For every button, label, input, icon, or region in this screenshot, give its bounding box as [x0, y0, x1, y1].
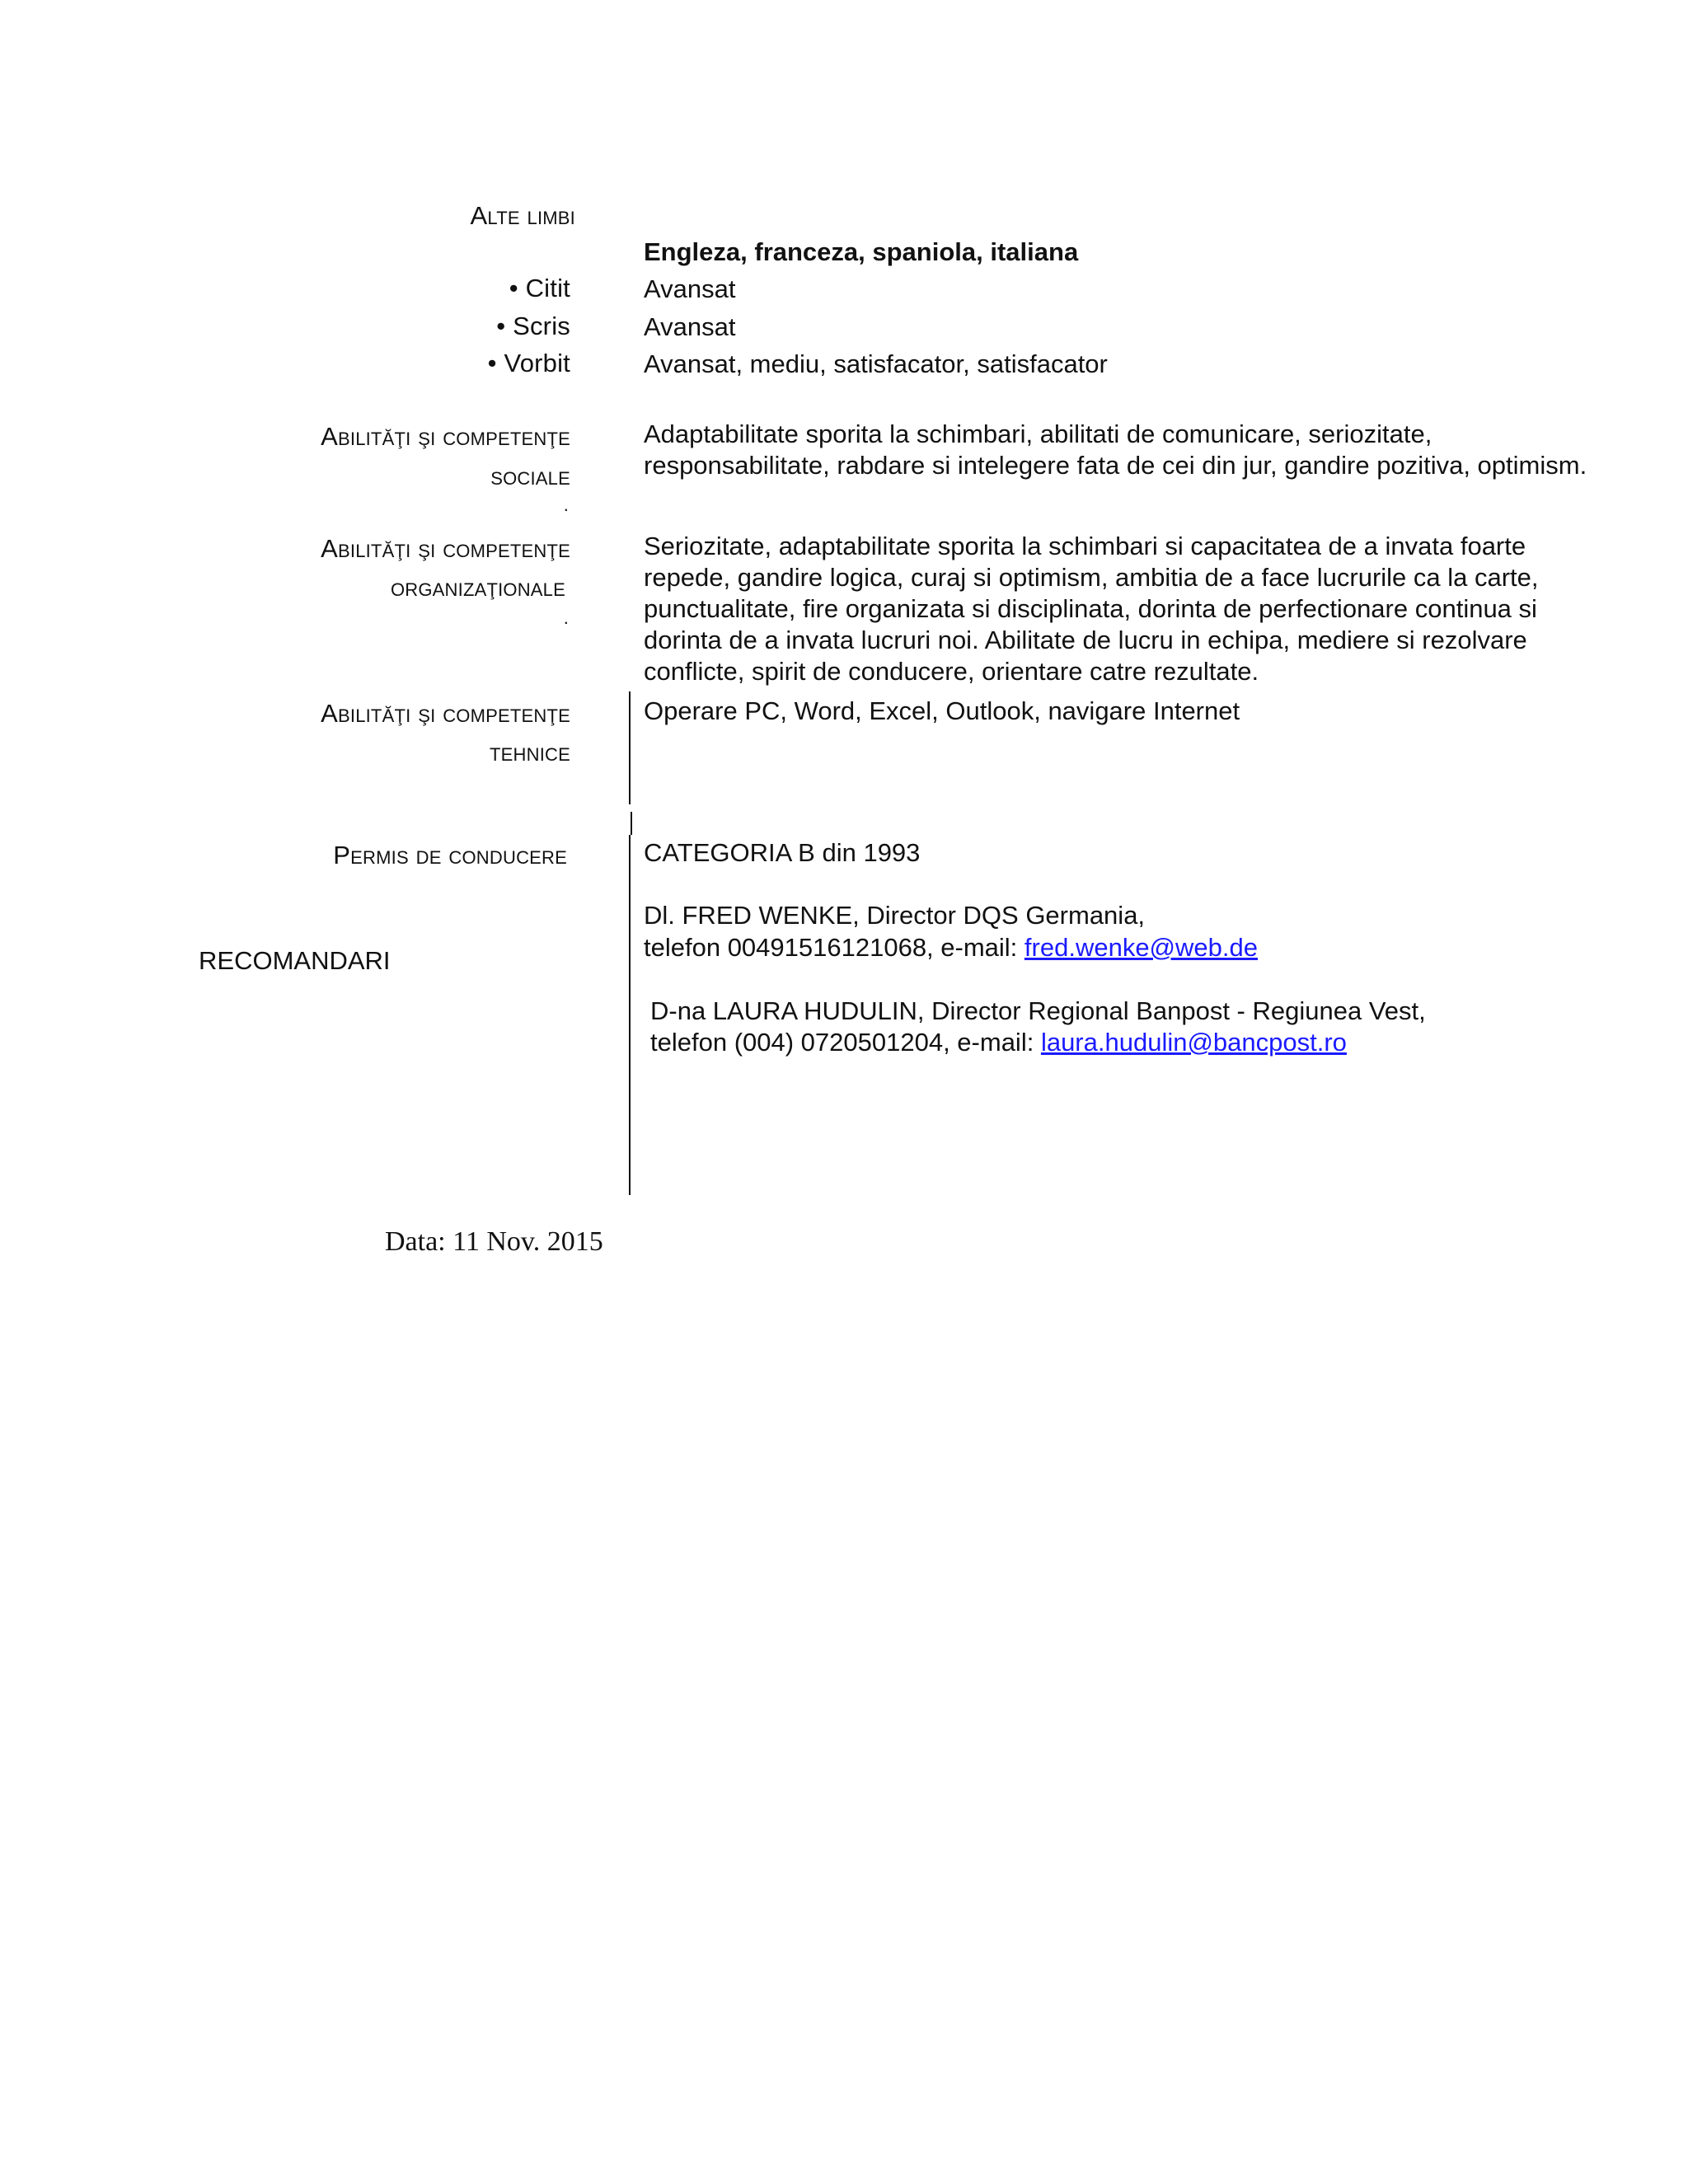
- social-skills-text: Adaptabilitate sporita la schimbari, abilitati de comunicare, seriozitate, responsabilitate, rabdare si intelegere fata de cei din jur, gandire pozitiva, optimism.: [644, 419, 1587, 480]
- driving-license-text: CATEGORIA B din 1993: [644, 838, 921, 867]
- divider-line-technical: [629, 691, 631, 804]
- organizational-skills-text: Seriozitate, adaptabilitate sporita la schimbari si capacitatea de a invata foarte repede, gandire logica, curaj si optimism, ambitia de a face lucrurile ca la carte, punctualitate, fire organizata si disciplinata, dorinta de perfectionare continua si dorinta de a invata lucruri noi. Abilitate de lucru in echipa, mediere si rezolvare conflicte, spirit de conducere, orientare catre rezultate.: [644, 532, 1539, 686]
- reference-1-phone: telefon 00491516121068, e-mail:: [644, 933, 1025, 962]
- organizational-skills-dot: .: [563, 607, 569, 628]
- reference-2-email-link[interactable]: laura.hudulin@bancpost.ro: [1040, 1028, 1347, 1057]
- technical-skills-label: Abilităţi şi competenţe: [321, 699, 570, 728]
- technical-skills-text: Operare PC, Word, Excel, Outlook, navigare Internet: [644, 696, 1240, 725]
- recommendations-label: RECOMANDARI: [199, 946, 391, 975]
- organizational-skills-label-line2: organizaţionale: [390, 573, 565, 602]
- social-skills-label: Abilităţi şi competenţe: [321, 422, 570, 451]
- divider-line-tick: [631, 812, 632, 835]
- document-date: Data: 11 Nov. 2015: [385, 1226, 603, 1257]
- divider-line-recommendations: [629, 835, 631, 1195]
- reference-2-phone: telefon (004) 0720501204, e-mail:: [650, 1028, 1041, 1057]
- vorbit-label: • Vorbit: [487, 349, 570, 377]
- languages-section-label: Alte limbi: [470, 201, 575, 230]
- social-skills-label-line2: sociale: [490, 462, 570, 490]
- reference-1-email-link[interactable]: fred.wenke@web.de: [1024, 933, 1258, 962]
- citit-value: Avansat: [644, 274, 736, 303]
- scris-label: • Scris: [496, 312, 570, 340]
- reference-2-contact: [650, 1027, 1347, 1058]
- social-skills-dot: .: [563, 494, 569, 515]
- reference-1-name: Dl. FRED WENKE, Director DQS Germania,: [644, 901, 1146, 930]
- scris-value: Avansat: [644, 312, 736, 341]
- languages-list: Engleza, franceza, spaniola, italiana: [644, 237, 1079, 266]
- vorbit-value: Avansat, mediu, satisfacator, satisfacator: [644, 349, 1108, 378]
- reference-1-contact: [644, 932, 1258, 963]
- reference-2-name: D-na LAURA HUDULIN, Director Regional Banpost - Regiunea Vest,: [650, 996, 1426, 1025]
- organizational-skills-label: Abilităţi şi competenţe: [321, 534, 570, 563]
- citit-label: • Citit: [509, 274, 570, 302]
- driving-license-label: Permis de conducere: [333, 841, 567, 869]
- technical-skills-label-line2: tehnice: [490, 738, 570, 766]
